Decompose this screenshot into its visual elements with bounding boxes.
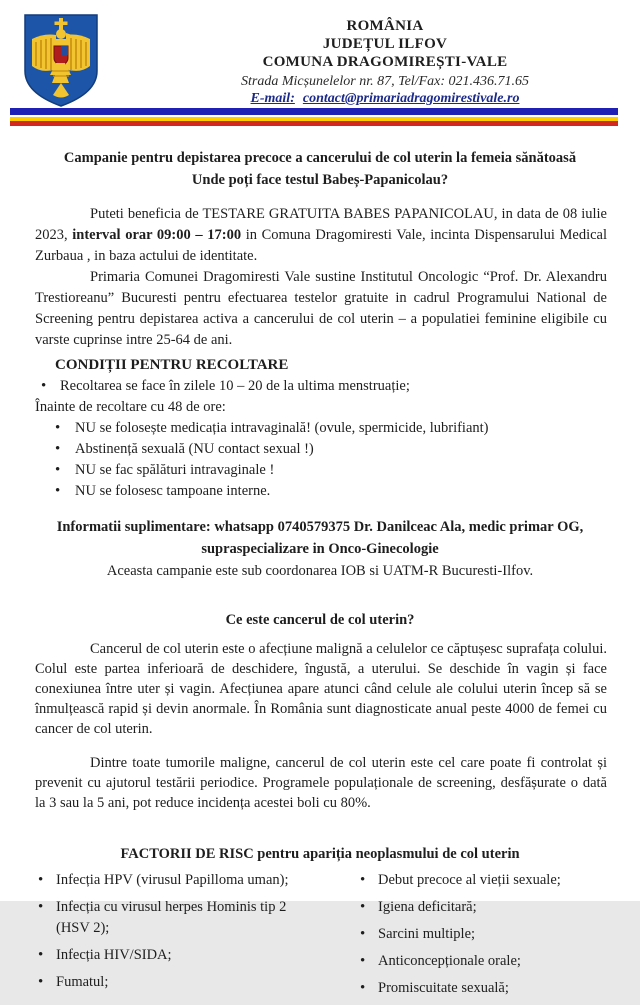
list-item: • Igiena deficitară; xyxy=(378,897,630,918)
risk-factors-heading: FACTORII DE RISC pentru apariția neoplasmului de col uterin xyxy=(120,846,520,862)
document-title-line2: Unde poți face testul Babeș-Papanicolau? xyxy=(191,172,449,188)
about-paragraph-2: Dintre toate tumorile maligne, cancerul de col uterin este cel care poate fi controlat și prevenit cu ajutorul testării periodice. Programele populaționale de screening, desfășurate o dată la 3 sau la 5 ani, pot reduce incidența acestei boli cu 80%. xyxy=(35,755,607,811)
list-item: • NU se folosesc tampoane interne. xyxy=(75,481,640,502)
list-item: • NU se folosește medicația intravaginală! (ovule, spermicide, lubrifiant) xyxy=(75,418,640,439)
list-item: • Debut precoce al vieții sexuale; xyxy=(378,870,630,891)
intro-paragraph-2: Primaria Comunei Dragomiresti Vale sustine Institutul Oncologic “Prof. Dr. Alexandru Trestioreanu” Bucuresti pentru efectuarea testelor gratuite in cadrul Programului National de Screening pentru depistarea activa a cancerului de col uterin – a populatiei feminine eligibile cu varste cuprinse intre 25-64 de ani. xyxy=(35,269,607,348)
romania-coat-of-arms-icon xyxy=(22,13,100,108)
conditions-first-list xyxy=(60,376,640,397)
list-item: • Infecția cu virusul herpes Hominis tip 2 (HSV 2); xyxy=(56,897,308,939)
conditions-heading: CONDIȚII PENTRU RECOLTARE xyxy=(55,357,289,373)
risk-factors-columns xyxy=(0,870,640,1005)
list-item: • Sarcini multiple; xyxy=(378,924,630,945)
risk-column-right xyxy=(320,870,640,1005)
list-item: • Abstinență sexuală (NU contact sexual !) xyxy=(75,439,640,460)
list-item: • Infecția HPV (virusul Papilloma uman); xyxy=(56,870,308,891)
tricolor-stripe-blue xyxy=(10,108,618,115)
tricolor-stripe-red xyxy=(10,121,618,126)
header-address: Strada Micșunelelor nr. 87, Tel/Fax: 021.436.71.65 xyxy=(240,74,530,89)
tricolor-divider xyxy=(10,108,618,126)
document-title xyxy=(0,147,640,191)
header-email-line xyxy=(140,90,630,107)
risk-list-left xyxy=(56,870,320,993)
intro-paragraph-1 xyxy=(35,204,607,267)
document-title-line1: Campanie pentru depistarea precoce a cancerului de col uterin la femeia sănătoasă xyxy=(63,150,577,166)
list-item: • Anticoncepționale orale; xyxy=(378,951,630,972)
about-heading: Ce este cancerul de col uterin? xyxy=(225,612,415,628)
header-commune: COMUNA DRAGOMIREȘTI-VALE xyxy=(262,54,508,70)
email-label: E-mail: xyxy=(250,91,295,106)
intro-p1-bold-interval: interval orar 09:00 – 17:00 xyxy=(72,227,242,243)
letterhead-text xyxy=(140,17,630,107)
email-link[interactable]: contact@primariadragomirestivale.ro xyxy=(302,91,520,106)
contact-info-block xyxy=(0,516,640,582)
list-item: • Recoltarea se face în zilele 10 – 20 de la ultima menstruație; xyxy=(60,376,640,397)
list-item: • Promiscuitate sexuală; xyxy=(378,978,630,999)
letterhead xyxy=(0,0,640,108)
intro-p1-text: Puteti beneficia de TESTARE GRATUITA BABES PAPANICOLAU, in data de 08 iulie 2023, xyxy=(35,206,607,243)
risk-column-left xyxy=(0,870,320,1005)
contact-info-line2: supraspecializare in Onco-Ginecologie xyxy=(201,541,439,557)
list-item: • NU se fac spălături intravaginale ! xyxy=(75,460,640,481)
conditions-before-note: Înainte de recoltare cu 48 de ore: xyxy=(35,399,226,415)
intro-p1-text-2: in Comuna Dragomiresti Vale, incinta Dispensarului Medical Zurbaua , in baza actului de identitate. xyxy=(35,227,607,264)
list-item: • Infecția HIV/SIDA; xyxy=(56,945,308,966)
header-country: ROMÂNIA xyxy=(346,18,424,34)
conditions-list xyxy=(75,418,640,502)
about-paragraph-1: Cancerul de col uterin este o afecțiune malignă a celulelor ce căptușesc suprafața colului. Colul este partea inferioară de deschidere, îngustă, a uterului. Se deschide în vagin și face conexiunea între uter și vagin. Afecțiunea apare atunci când celule ale colului uterin încep să se înmulțească rapid și devin anormale. În România sunt diagnosticate anual peste 4000 de femei cu cancer de col uterin. xyxy=(35,641,607,737)
contact-info-line3: Aceasta campanie este sub coordonarea IOB si UATM-R Bucuresti-Ilfov. xyxy=(106,563,534,579)
list-item: • Fumatul; xyxy=(56,972,308,993)
header-county: JUDEȚUL ILFOV xyxy=(322,36,448,52)
contact-info-line1: Informatii suplimentare: whatsapp 0740579375 Dr. Danilceac Ala, medic primar OG, xyxy=(56,519,584,535)
risk-list-right xyxy=(378,870,640,999)
